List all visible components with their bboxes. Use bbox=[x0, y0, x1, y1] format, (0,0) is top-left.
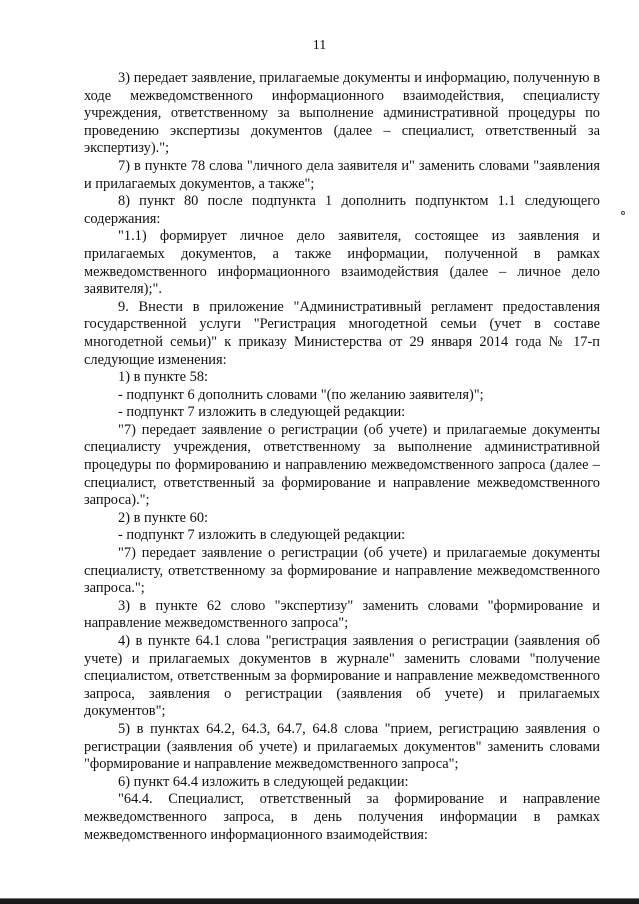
paragraph-subpoint-7-text: "7) передает заявление о регистрации (об учете) и прилагаемые документы специалисту учреждения, ответственному за выполнение административной процедуры по формированию и направлению межведомственного запроса (далее – специалист, ответственный за формирование и направление межведомственного запроса)."; bbox=[84, 421, 600, 509]
paragraph-subpoint-7-intro: - подпункт 7 изложить в следующей редакции: bbox=[118, 404, 406, 421]
paragraph-subpoint-6: - подпункт 6 дополнить словами "(по желанию заявителя)"; bbox=[118, 386, 484, 403]
paragraph-item-3: 3) передает заявление, прилагаемые документы и информацию, полученную в ходе межведомственного информационного взаимодействия, специалисту учреждения, ответственному за выполнение административной процедуры по проведению экспертизы документов (далее – специалист, ответственный за экспертизу)."; bbox=[84, 70, 600, 157]
paragraph-subitem-1-1: "1.1) формирует личное дело заявителя, состоящее из заявления и прилагаемых документов, а также информации, полученной в рамках межведомственного информационного взаимодействия (далее – личное дело заявителя);". bbox=[84, 228, 600, 298]
paragraph-point-60-text: "7) передает заявление о регистрации (об учете) и прилагаемые документы специалисту, ответственному за формирование и направление межведомственного запроса."; bbox=[84, 545, 600, 597]
scan-bottom-edge bbox=[0, 899, 639, 904]
paragraph-item-7: 7) в пункте 78 слова "личного дела заявителя и" заменить словами "заявления и прилагаемых документов, а также"; bbox=[84, 157, 600, 192]
paragraph-point-58: 1) в пункте 58: bbox=[118, 369, 209, 386]
paragraph-point-64-1: 4) в пункте 64.1 слова "регистрация заявления о регистрации (заявления об учете) и прилагаемых документов в журнале" заменить словами "получение специалистом, ответственным за формирование и направление межведомственного запроса, заявления о регистрации (заявления об учете) и прилагаемых документов"; bbox=[84, 633, 600, 720]
scan-artifact-dot bbox=[621, 211, 625, 215]
page-number: 11 bbox=[312, 38, 327, 53]
document-body bbox=[84, 70, 600, 844]
paragraph-points-64-2-64-8: 5) в пунктах 64.2, 64.3, 64.7, 64.8 слова "прием, регистрацию заявления о регистрации (заявления об учете) и прилагаемых документов" заменить словами "формирование и направление межведомственного запроса"; bbox=[84, 720, 600, 773]
paragraph-point-64-4-text: "64.4. Специалист, ответственный за формирование и направление межведомственного запроса, в день получения информации в рамках межведомственного информационного взаимодействия: bbox=[84, 791, 600, 843]
paragraph-point-62: 3) в пункте 62 слово "экспертизу" заменить словами "формирование и направление межведомственного запроса"; bbox=[84, 597, 600, 632]
paragraph-item-8: 8) пункт 80 после подпункта 1 дополнить подпунктом 1.1 следующего содержания: bbox=[84, 193, 600, 227]
paragraph-section-9: 9. Внести в приложение "Административный регламент предоставления государственной услуги "Регистрация многодетной семьи (учет в составе многодетной семьи)" к приказу Министерства от 29 января 2014 года № 17-п следующие изменения: bbox=[84, 298, 600, 368]
paragraph-point-60-intro: - подпункт 7 изложить в следующей редакции: bbox=[118, 527, 406, 544]
paragraph-point-64-4-intro: 6) пункт 64.4 изложить в следующей редакции: bbox=[118, 773, 409, 790]
paragraph-point-60: 2) в пункте 60: bbox=[118, 509, 209, 526]
